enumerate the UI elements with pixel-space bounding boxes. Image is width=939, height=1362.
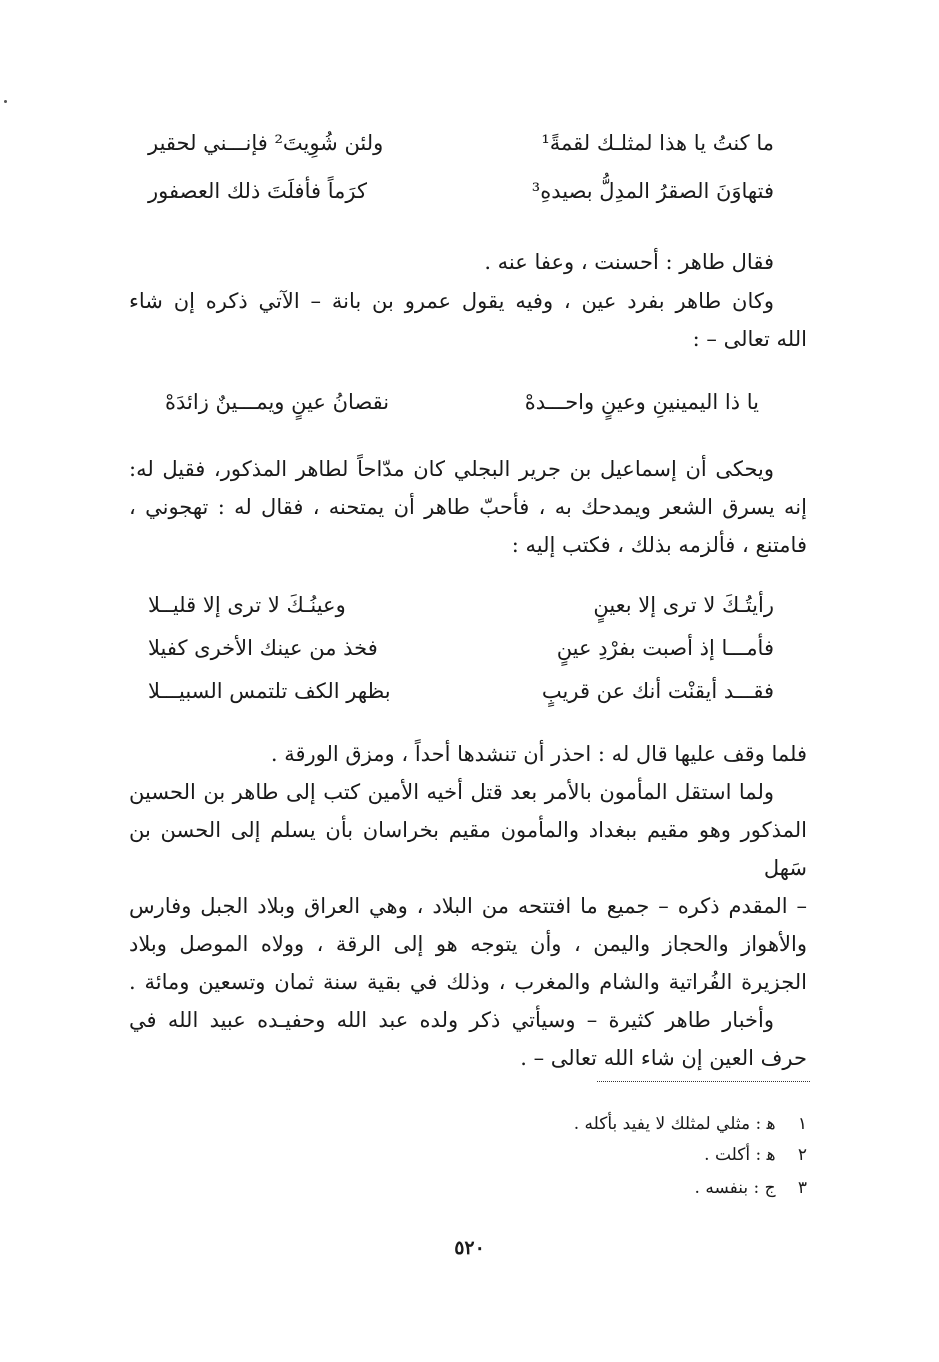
verse3-line1-left-hemistich: وعينُـكَ لا ترى إلا قليــلا <box>148 593 346 617</box>
verse1-line2-right-hemistich: فتهاوَنَ الصقرُ المدِلُّ بصيدهِ³ <box>531 179 774 203</box>
paragraph-mamun-letter-line-4: – المقدم ذكره – جميع ما افتتحه من البلاد ، وهي العراق وبلاد الجبل وفارس <box>129 894 807 918</box>
paragraph-mamun-letter-line-7: وأخبار طاهر كثيرة – وسيأتي ذكر ولده عبد الله وحفيـده عبيد الله في <box>129 1008 774 1032</box>
verse1-line1 <box>0 128 939 158</box>
footnote-1-number: ١ <box>797 1114 807 1134</box>
paragraph-mamun-letter-line-6: الجزيرة الفُراتية والشام والمغرب ، وذلك في بقية سنة ثمان وتسعين ومائة . <box>129 970 807 994</box>
footnote-2-number: ٢ <box>797 1145 807 1165</box>
paragraph-one-eye-line-2: الله تعالى – : <box>692 327 807 351</box>
footnote-1-text: ﻫ : مثلي لمثلك لا يفيد بأكله . <box>573 1114 776 1134</box>
paragraph-mamun-letter-line-5: والأهواز والحجاز واليمن ، وأن يتوجه هو إلى الرقة ، وولاه الموصل وبلاد <box>129 932 807 956</box>
footnote-1 <box>574 1112 807 1136</box>
verse1-line1-left-hemistich: ولئن شُوِيتَ² فإنـــني لحقير <box>148 131 384 155</box>
footnote-2-text: ﻫ : أكلت . <box>704 1145 776 1165</box>
verse3-line1-right-hemistich: رأيتُـكَ لا ترى إلا بعينٍ <box>593 593 774 617</box>
verse3-line3 <box>0 676 939 706</box>
verse3-line3-right-hemistich: فقـــد أيقنْت أنك عن قريبٍ <box>541 679 774 703</box>
verse3-line1 <box>0 590 939 620</box>
paragraph-one-eye-line-1: وكان طاهر بفرد عين ، وفيه يقول عمرو بن بانة – الآتي ذكره إن شاء <box>129 289 774 313</box>
paragraph-one-eye <box>129 282 807 358</box>
verse3-line2-right-hemistich: فأمـــا إذ أصبت بفرْدِ عينٍ <box>556 636 774 660</box>
verse2-line <box>0 387 939 417</box>
paragraph-mamun-letter <box>129 735 807 1077</box>
verse1-line1-right-hemistich: ما كنتُ يا هذا لمثلـك لقمةً¹ <box>541 131 774 155</box>
verse3-line2 <box>0 633 939 663</box>
page-number: ٥٢٠ <box>454 1237 485 1259</box>
paragraph-mamun-letter-line-8: حرف العين إن شاء الله تعالى – . <box>520 1046 807 1070</box>
verse3-line3-left-hemistich: بظهر الكف تلتمس السبيـــلا <box>148 679 391 703</box>
paragraph-ismail-story <box>129 450 807 564</box>
verse1-line2-left-hemistich: كرَماً فأفلَتَ ذلك العصفور <box>148 179 367 203</box>
verse3-line2-left-hemistich: فخذ من عينك الأخرى كفيلا <box>148 636 378 660</box>
paragraph-ismail-story-line-3: فامتنع ، فألزمه بذلك ، فكتب إليه : <box>511 533 807 557</box>
scan-speck <box>4 100 7 103</box>
verse2-left-hemistich: نقصانُ عينٍ ويمـــينٌ زائدَهْ <box>165 390 390 414</box>
footnote-3-text: ج : بنفسه . <box>694 1178 776 1198</box>
paragraph-mamun-letter-line-1: فلما وقف عليها قال له : احذر أن تنشدها أحداً ، ومزق الورقة . <box>270 742 807 766</box>
footnote-3-number: ٣ <box>797 1178 807 1198</box>
paragraph-mamun-letter-line-2: ولما استقل المأمون بالأمر بعد قتل أخيه الأمين كتب إلى طاهر بن الحسين <box>129 780 774 804</box>
verse2-right-hemistich: يا ذا اليمينينِ وعينٍ واحـــدهْ <box>524 390 759 414</box>
footnote-separator <box>597 1081 810 1082</box>
footnote-2 <box>704 1143 807 1167</box>
footnote-3 <box>695 1176 807 1200</box>
verse1-line2 <box>0 176 939 206</box>
paragraph-tahir-reply: فقال طاهر : أحسنت ، وعفا عنه . <box>484 250 774 274</box>
paragraph-mamun-letter-line-3: المذكور وهو مقيم ببغداد والمأمون مقيم بخراسان بأن يسلم إلى الحسن بن سَهل <box>129 818 807 880</box>
paragraph-ismail-story-line-2: إنه يسرق الشعر ويمدحك به ، فأحبّ طاهر أن يمتحنه ، فقال له : تهجوني ، <box>129 495 807 519</box>
paragraph-ismail-story-line-1: ويحكى أن إسماعيل بن جرير البجلي كان مدّاحاً لطاهر المذكور، فقيل له: <box>129 457 774 481</box>
